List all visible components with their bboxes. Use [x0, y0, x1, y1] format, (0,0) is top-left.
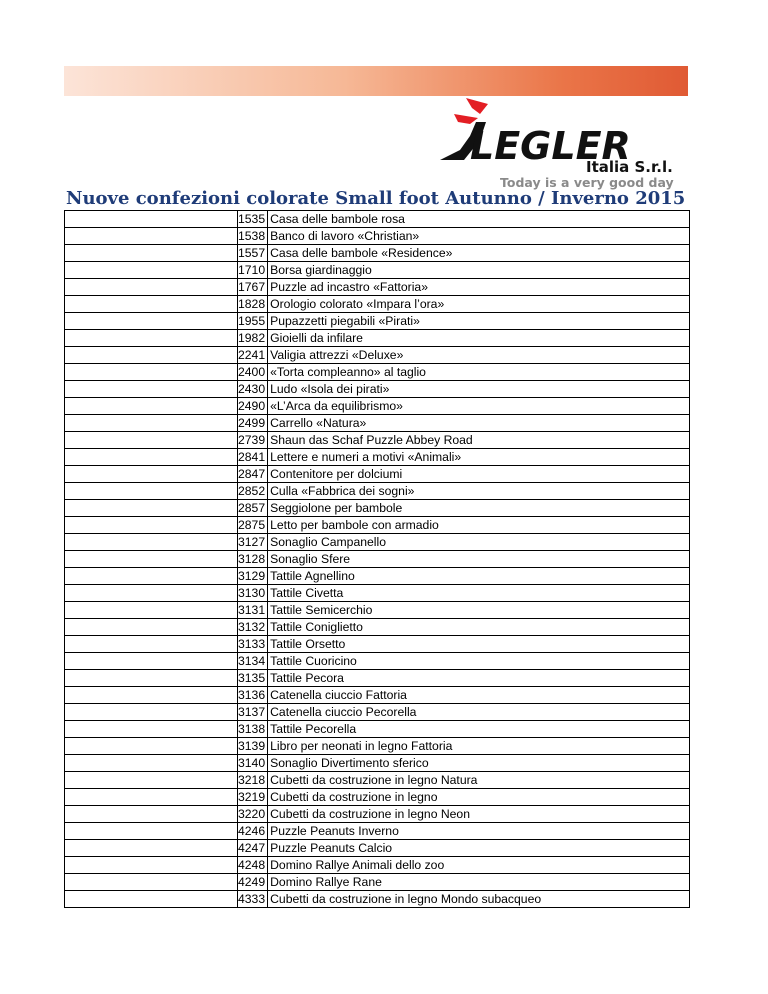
product-name: Catenella ciuccio Pecorella [268, 704, 690, 721]
blank-cell [65, 721, 238, 738]
product-name: Cubetti da costruzione in legno Mondo subacqueo [268, 891, 690, 908]
blank-cell [65, 687, 238, 704]
product-code: 3127 [238, 534, 268, 551]
blank-cell [65, 432, 238, 449]
table-row [65, 687, 690, 704]
product-name: Shaun das Schaf Puzzle Abbey Road [268, 432, 690, 449]
product-code: 4246 [238, 823, 268, 840]
table-row [65, 364, 690, 381]
logo-word: LEGLER [470, 124, 631, 168]
table-row [65, 874, 690, 891]
product-name: Sonaglio Divertimento sferico [268, 755, 690, 772]
product-name: Banco di lavoro «Christian» [268, 228, 690, 245]
product-name: Lettere e numeri a motivi «Animali» [268, 449, 690, 466]
product-name: Contenitore per dolciumi [268, 466, 690, 483]
blank-cell [65, 347, 238, 364]
product-code: 3130 [238, 585, 268, 602]
product-name: Orologio colorato «Impara l’ora» [268, 296, 690, 313]
product-code: 2875 [238, 517, 268, 534]
product-code: 4248 [238, 857, 268, 874]
blank-cell [65, 602, 238, 619]
table-row [65, 330, 690, 347]
product-code: 3129 [238, 568, 268, 585]
product-code: 1982 [238, 330, 268, 347]
product-code: 3138 [238, 721, 268, 738]
product-name: Sonaglio Campanello [268, 534, 690, 551]
product-name: «Torta compleanno» al taglio [268, 364, 690, 381]
table-row [65, 279, 690, 296]
product-code: 2841 [238, 449, 268, 466]
blank-cell [65, 449, 238, 466]
blank-cell [65, 483, 238, 500]
page-title: Nuove confezioni colorate Small foot Autunno / Inverno 2015 [66, 188, 686, 209]
product-name: Puzzle Peanuts Calcio [268, 840, 690, 857]
blank-cell [65, 789, 238, 806]
blank-cell [65, 891, 238, 908]
product-code: 3131 [238, 602, 268, 619]
product-name: Tattile Civetta [268, 585, 690, 602]
table-row [65, 245, 690, 262]
table-row [65, 228, 690, 245]
table-row [65, 466, 690, 483]
table-row [65, 738, 690, 755]
table-row [65, 653, 690, 670]
product-code: 2857 [238, 500, 268, 517]
table-row [65, 432, 690, 449]
product-code: 1538 [238, 228, 268, 245]
blank-cell [65, 755, 238, 772]
product-code: 3135 [238, 670, 268, 687]
product-name: Valigia attrezzi «Deluxe» [268, 347, 690, 364]
blank-cell [65, 500, 238, 517]
blank-cell [65, 415, 238, 432]
blank-cell [65, 364, 238, 381]
product-name: Cubetti da costruzione in legno Neon [268, 806, 690, 823]
product-name: Tattile Cuoricino [268, 653, 690, 670]
blank-cell [65, 670, 238, 687]
product-name: Casa delle bambole «Residence» [268, 245, 690, 262]
logo-tagline: Today is a very good day [500, 175, 674, 190]
product-code: 4249 [238, 874, 268, 891]
table-row [65, 517, 690, 534]
table-row [65, 806, 690, 823]
header-banner [64, 66, 688, 96]
blank-cell [65, 568, 238, 585]
blank-cell [65, 874, 238, 891]
blank-cell [65, 823, 238, 840]
table-row [65, 585, 690, 602]
blank-cell [65, 245, 238, 262]
product-name: Tattile Coniglietto [268, 619, 690, 636]
blank-cell [65, 840, 238, 857]
product-code: 2241 [238, 347, 268, 364]
blank-cell [65, 313, 238, 330]
product-code: 1535 [238, 211, 268, 228]
product-code: 1710 [238, 262, 268, 279]
product-code: 3133 [238, 636, 268, 653]
table-row [65, 789, 690, 806]
table-row [65, 551, 690, 568]
table-row [65, 636, 690, 653]
table-row [65, 602, 690, 619]
table-row [65, 619, 690, 636]
table-row [65, 296, 690, 313]
product-name: Cubetti da costruzione in legno [268, 789, 690, 806]
product-name: Tattile Pecorella [268, 721, 690, 738]
product-name: Domino Rallye Rane [268, 874, 690, 891]
blank-cell [65, 466, 238, 483]
product-name: Ludo «Isola dei pirati» [268, 381, 690, 398]
table-row [65, 755, 690, 772]
product-name: Puzzle ad incastro «Fattoria» [268, 279, 690, 296]
blank-cell [65, 738, 238, 755]
product-name: Borsa giardinaggio [268, 262, 690, 279]
product-name: Culla «Fabbrica dei sogni» [268, 483, 690, 500]
product-code: 2852 [238, 483, 268, 500]
table-row [65, 568, 690, 585]
product-table [64, 210, 690, 908]
blank-cell [65, 296, 238, 313]
blank-cell [65, 636, 238, 653]
product-code: 3134 [238, 653, 268, 670]
table-row [65, 721, 690, 738]
product-name: Carrello «Natura» [268, 415, 690, 432]
product-code: 1828 [238, 296, 268, 313]
table-row [65, 704, 690, 721]
legler-logo [436, 96, 696, 192]
blank-cell [65, 653, 238, 670]
product-name: Seggiolone per bambole [268, 500, 690, 517]
product-code: 1955 [238, 313, 268, 330]
table-row [65, 857, 690, 874]
table-row [65, 670, 690, 687]
table-row [65, 823, 690, 840]
product-code: 1557 [238, 245, 268, 262]
product-name: Tattile Semicerchio [268, 602, 690, 619]
blank-cell [65, 517, 238, 534]
blank-cell [65, 619, 238, 636]
product-code: 3218 [238, 772, 268, 789]
blank-cell [65, 806, 238, 823]
table-row [65, 211, 690, 228]
blank-cell [65, 330, 238, 347]
blank-cell [65, 279, 238, 296]
product-code: 4333 [238, 891, 268, 908]
blank-cell [65, 228, 238, 245]
table-row [65, 772, 690, 789]
table-row [65, 347, 690, 364]
product-name: Casa delle bambole rosa [268, 211, 690, 228]
table-row [65, 449, 690, 466]
blank-cell [65, 551, 238, 568]
product-name: Cubetti da costruzione in legno Natura [268, 772, 690, 789]
product-name: Tattile Orsetto [268, 636, 690, 653]
product-name: Puzzle Peanuts Inverno [268, 823, 690, 840]
blank-cell [65, 398, 238, 415]
blank-cell [65, 381, 238, 398]
blank-cell [65, 585, 238, 602]
table-row [65, 891, 690, 908]
product-code: 3137 [238, 704, 268, 721]
product-name: Domino Rallye Animali dello zoo [268, 857, 690, 874]
product-name: Sonaglio Sfere [268, 551, 690, 568]
product-code: 1767 [238, 279, 268, 296]
logo-subtitle: Italia S.r.l. [586, 158, 673, 176]
product-code: 3132 [238, 619, 268, 636]
product-code: 4247 [238, 840, 268, 857]
table-row [65, 381, 690, 398]
product-name: Libro per neonati in legno Fattoria [268, 738, 690, 755]
blank-cell [65, 857, 238, 874]
product-code: 2490 [238, 398, 268, 415]
product-code: 2739 [238, 432, 268, 449]
product-code: 3220 [238, 806, 268, 823]
product-name: «L’Arca da equilibrismo» [268, 398, 690, 415]
product-code: 3219 [238, 789, 268, 806]
blank-cell [65, 772, 238, 789]
product-name: Tattile Agnellino [268, 568, 690, 585]
blank-cell [65, 704, 238, 721]
product-code: 3140 [238, 755, 268, 772]
product-name: Catenella ciuccio Fattoria [268, 687, 690, 704]
product-code: 2847 [238, 466, 268, 483]
product-name: Pupazzetti piegabili «Pirati» [268, 313, 690, 330]
table-row [65, 483, 690, 500]
product-code: 3136 [238, 687, 268, 704]
blank-cell [65, 534, 238, 551]
blank-cell [65, 211, 238, 228]
product-name: Letto per bambole con armadio [268, 517, 690, 534]
product-code: 3139 [238, 738, 268, 755]
table-row [65, 415, 690, 432]
table-row [65, 500, 690, 517]
table-row [65, 313, 690, 330]
product-code: 3128 [238, 551, 268, 568]
product-code: 2400 [238, 364, 268, 381]
table-row [65, 262, 690, 279]
product-name: Tattile Pecora [268, 670, 690, 687]
table-row [65, 534, 690, 551]
table-row [65, 398, 690, 415]
product-name: Gioielli da infilare [268, 330, 690, 347]
product-code: 2430 [238, 381, 268, 398]
blank-cell [65, 262, 238, 279]
product-code: 2499 [238, 415, 268, 432]
table-row [65, 840, 690, 857]
